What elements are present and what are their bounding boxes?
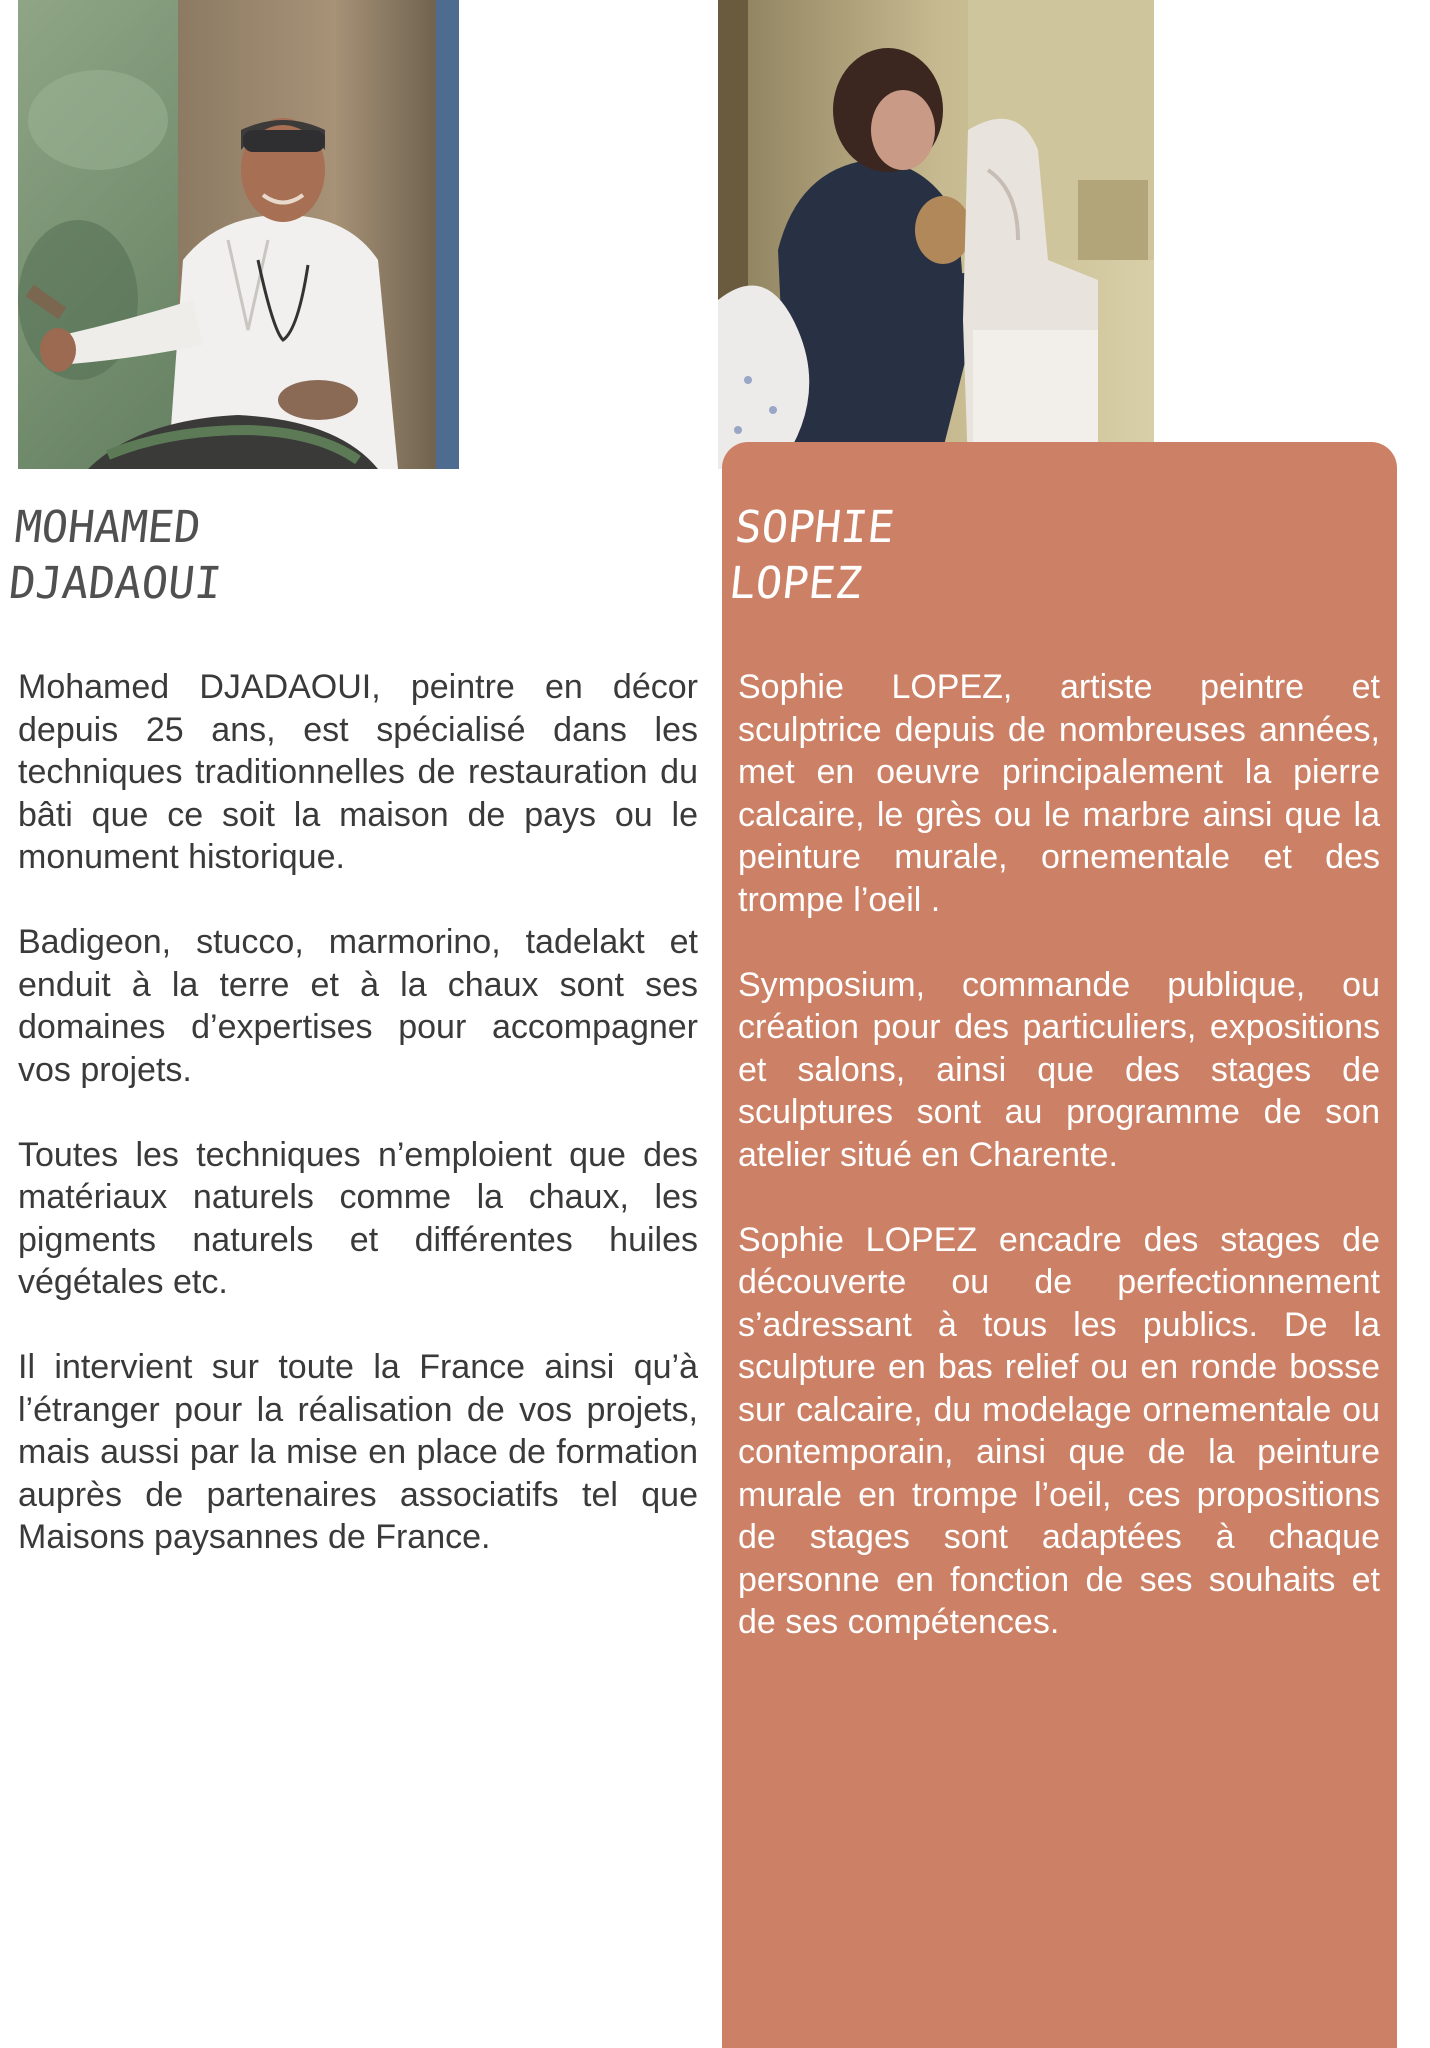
bio-paragraph: Il intervient sur toute la France ainsi qu’à l’étranger pour la réalisation de vos projets, mais aussi par la mise en place de formation auprès de partenaires associatifs tel que Maisons paysannes de France. (18, 1348, 698, 1556)
bio-paragraph: Toutes les techniques n’emploient que des matériaux naturels comme la chaux, les pigments naturels et différentes huiles végétales etc. (18, 1135, 698, 1301)
bio-paragraph: Sophie LOPEZ encadre des stages de découverte ou de perfectionnement s’adressant à tous les publics. De la sculpture en bas relief ou en ronde bosse sur calcaire, du modelage ornementale ou contemporain, ainsi que de la peinture murale en trompe l’oeil, ces propositions de stages sont adaptées à chaque personne en fonction de ses souhaits et de ses compétences. (738, 1220, 1380, 1641)
bio-paragraph: Badigeon, stucco, marmorino, tadelakt et enduit à la terre et à la chaux sont ses domaines d’expertises pour accompagner vos projets. (18, 923, 698, 1089)
bio-paragraph: Sophie LOPEZ, artiste peintre et sculptrice depuis de nombreuses années, met en oeuvre principalement la pierre calcaire, le grès ou le marbre ainsi que la peinture murale, ornementale et des trompe l’oeil . (738, 668, 1380, 919)
bio-mohamed-djadaoui (18, 666, 698, 1601)
name-sophie-lopez (726, 500, 897, 612)
name-mohamed-djadaoui (6, 500, 230, 612)
photo-sophie-lopez (718, 0, 1154, 469)
bio-sophie-lopez (738, 666, 1380, 1686)
name-line-last: DJADAOUI (6, 558, 224, 609)
name-line-first: MOHAMED (12, 502, 204, 553)
name-line-last: LOPEZ (726, 558, 865, 609)
name-line-first: SOPHIE (732, 502, 897, 553)
bio-paragraph: Mohamed DJADAOUI, peintre en décor depuis 25 ans, est spécialisé dans les techniques traditionnelles de restauration du bâti que ce soit la maison de pays ou le monument historique. (18, 668, 698, 876)
bio-paragraph: Symposium, commande publique, ou création pour des particuliers, expositions et salons, ainsi que des stages de sculptures sont au programme de son atelier situé en Charente. (738, 965, 1380, 1174)
photo-mohamed-djadaoui (18, 0, 459, 469)
